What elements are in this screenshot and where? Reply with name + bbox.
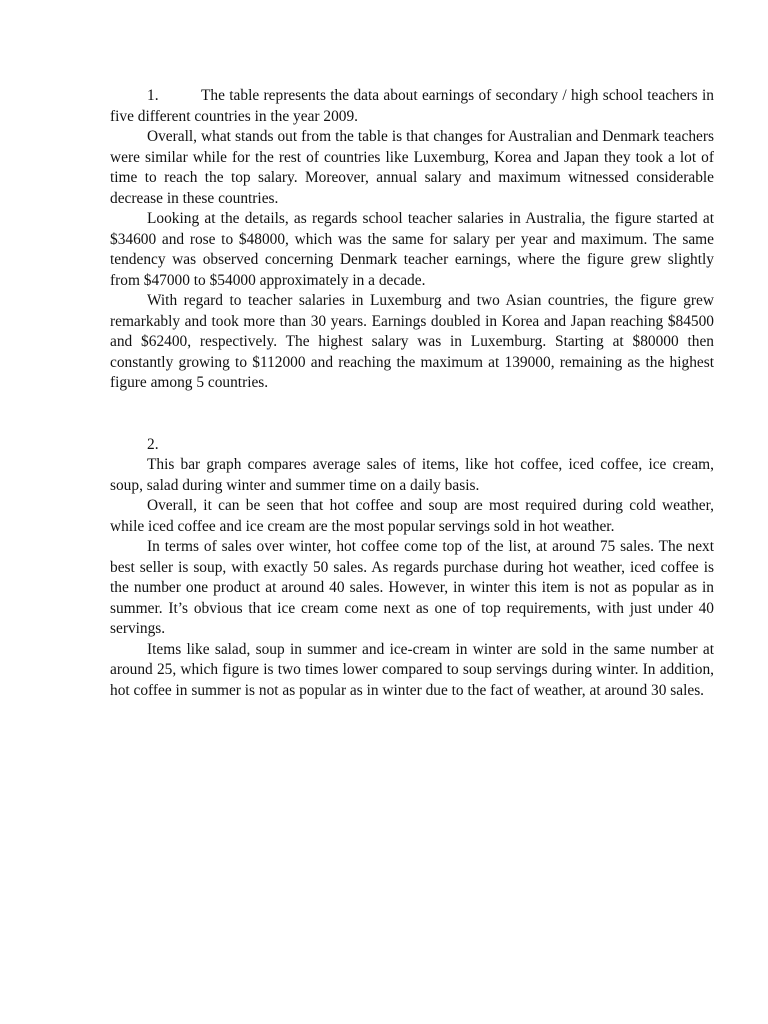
section-2-paragraph-3: In terms of sales over winter, hot coffee come top of the list, at around 75 sales. The next best seller is soup, with exactly 50 sales. As regards purchase during hot weather, iced coffee is the number one product at around 40 sales. However, in winter this item is not as popular as in summer. It’s obvious that ice cream come next as one of top requirements, with just under 40 servings. xyxy=(110,538,714,637)
section-1-number: 1. xyxy=(147,87,159,104)
section-2-paragraph-2: Overall, it can be seen that hot coffee and soup are most required during cold weather, while iced coffee and ice cream are the most popular servings sold in hot weather. xyxy=(110,497,714,535)
section-1-paragraph-2: Overall, what stands out from the table is that changes for Australian and Denmark teachers were similar while for the rest of countries like Luxemburg, Korea and Japan they took a lot of time to reach the top salary. Moreover, annual salary and maximum witnessed considerable decrease in these countries. xyxy=(110,128,714,207)
section-2-paragraph-4: Items like salad, soup in summer and ice-cream in winter are sold in the same number at around 25, which figure is two times lower compared to soup servings during winter. In addition, hot coffee in summer is not as popular as in winter due to the fact of weather, at around 30 sales. xyxy=(110,640,714,699)
section-1-paragraph-3: Looking at the details, as regards school teacher salaries in Australia, the figure started at $34600 and rose to $48000, which was the same for salary per year and maximum. The same tendency was observed concerning Denmark teacher earnings, where the figure grew slightly from $47000 to $54000 approximately in a decade. xyxy=(110,210,714,289)
document-page xyxy=(110,86,714,701)
section-2-paragraph-1: This bar graph compares average sales of items, like hot coffee, iced coffee, ice cream, soup, salad during winter and summer time on a daily basis. xyxy=(110,456,714,494)
section-1-paragraph-4: With regard to teacher salaries in Luxemburg and two Asian countries, the figure grew remarkably and took more than 30 years. Earnings doubled in Korea and Japan reaching $84500 and $62400, respectively. The highest salary was in Luxemburg. Starting at $80000 then constantly growing to $112000 and reaching the maximum at 139000, remaining as the highest figure among 5 countries. xyxy=(110,292,714,391)
section-divider-space xyxy=(110,394,714,435)
section-1-paragraph-1-text: The table represents the data about earnings of secondary / high school teachers in five different countries in the year 2009. xyxy=(110,87,714,125)
section-1-paragraph-1 xyxy=(110,86,714,127)
section-2-number: 2. xyxy=(147,435,159,453)
